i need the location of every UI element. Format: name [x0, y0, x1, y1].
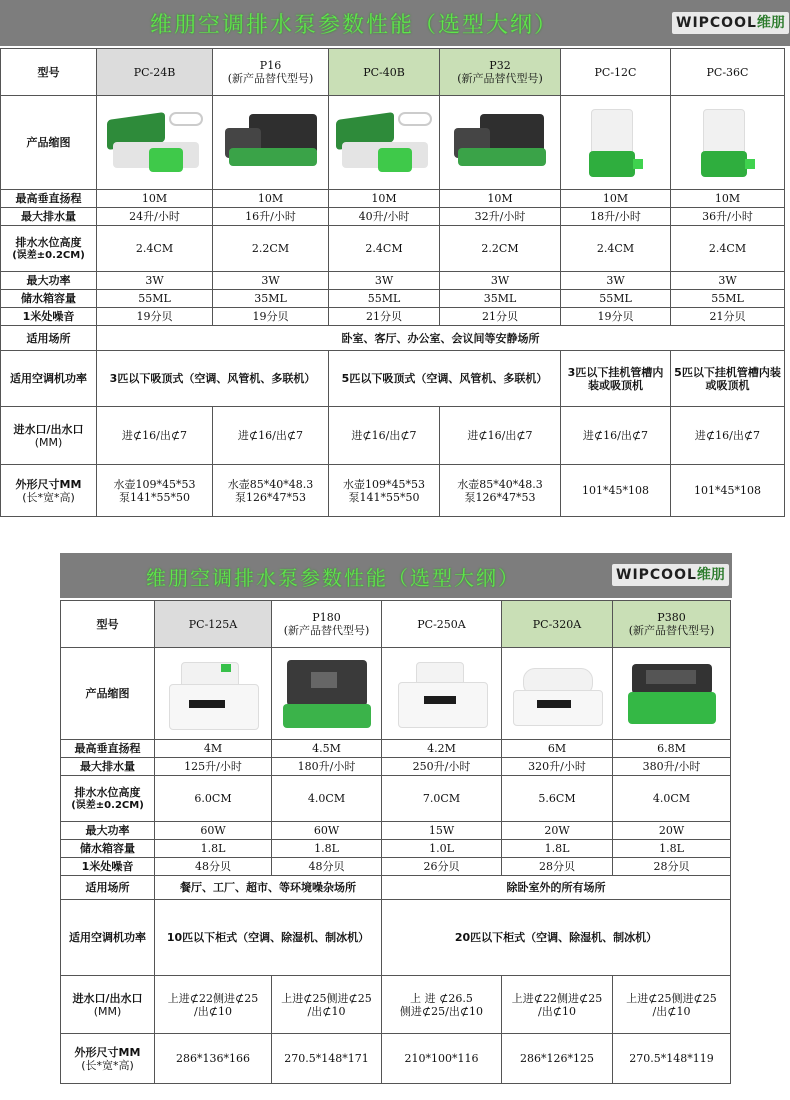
value-power: 20W	[502, 822, 613, 840]
value-power: 60W	[155, 822, 272, 840]
label-thumb: 产品缩图	[1, 96, 97, 190]
value-io: 进⊄16/出⊄7	[671, 407, 785, 465]
value-tank: 1.8L	[155, 840, 272, 858]
pump-mini-icon	[221, 110, 321, 176]
value-noise: 19分贝	[97, 308, 213, 326]
title-banner	[60, 553, 732, 598]
value-io: 进⊄16/出⊄7	[213, 407, 329, 465]
spec-sheet-2	[60, 553, 732, 1100]
value-level: 2.4CM	[671, 226, 785, 272]
value-noise: 28分贝	[502, 858, 613, 876]
value-lift: 4.2M	[382, 740, 502, 758]
value-tank: 1.0L	[382, 840, 502, 858]
value-io: 进⊄16/出⊄7	[97, 407, 213, 465]
title-banner	[0, 0, 790, 46]
value-tank: 35ML	[440, 290, 561, 308]
model-header: PC-40B	[329, 49, 440, 96]
value-level: 2.4CM	[561, 226, 671, 272]
label-lift: 最高垂直扬程	[61, 740, 155, 758]
label-place: 适用场所	[1, 326, 97, 351]
model-header: PC-250A	[382, 601, 502, 648]
value-level: 7.0CM	[382, 776, 502, 822]
label-model: 型号	[1, 49, 97, 96]
value-io: 上 进 ⊄26.5 侧进⊄25/出⊄10	[382, 976, 502, 1034]
label-io: 进水口/出水口 (MM)	[1, 407, 97, 465]
pump-mini-icon	[105, 110, 205, 176]
model-header: PC-320A	[502, 601, 613, 648]
label-noise: 1米处噪音	[1, 308, 97, 326]
model-header: PC-36C	[671, 49, 785, 96]
value-noise: 21分贝	[329, 308, 440, 326]
label-flow: 最大排水量	[61, 758, 155, 776]
brand-logo: WIPCOOL维朋	[612, 564, 729, 586]
label-flow: 最大排水量	[1, 208, 97, 226]
value-power: 3W	[671, 272, 785, 290]
value-lift: 4M	[155, 740, 272, 758]
value-level: 2.4CM	[329, 226, 440, 272]
value-power: 15W	[382, 822, 502, 840]
value-io: 上进⊄22侧进⊄25 /出⊄10	[502, 976, 613, 1034]
value-flow: 250升/小时	[382, 758, 502, 776]
value-noise: 48分贝	[272, 858, 382, 876]
value-power: 20W	[613, 822, 731, 840]
label-level: 排水水位高度 (误差±0.2CM)	[1, 226, 97, 272]
product-thumb	[613, 648, 731, 740]
product-thumb	[272, 648, 382, 740]
label-ac: 适用空调机功率	[1, 351, 97, 407]
value-tank: 55ML	[97, 290, 213, 308]
value-noise: 26分贝	[382, 858, 502, 876]
label-tank: 储水箱容量	[61, 840, 155, 858]
sheet-title: 维朋空调排水泵参数性能（选型大纲）	[146, 566, 520, 590]
label-power: 最大功率	[61, 822, 155, 840]
value-lift: 10M	[329, 190, 440, 208]
product-thumb	[213, 96, 329, 190]
pump-tower-icon	[581, 103, 651, 183]
label-ac: 适用空调机功率	[61, 900, 155, 976]
model-header: P180 (新产品替代型号)	[272, 601, 382, 648]
value-flow: 180升/小时	[272, 758, 382, 776]
model-header: P380 (新产品替代型号)	[613, 601, 731, 648]
value-size: 水壶85*40*48.3 泵126*47*53	[213, 465, 329, 517]
value-io: 进⊄16/出⊄7	[329, 407, 440, 465]
value-ac: 3匹以下吸顶式（空调、风管机、多联机）	[97, 351, 329, 407]
label-place: 适用场所	[61, 876, 155, 900]
product-thumb	[440, 96, 561, 190]
value-power: 3W	[213, 272, 329, 290]
value-place: 餐厅、工厂、超市、等环境噪杂场所	[155, 876, 382, 900]
value-place: 卧室、客厅、办公室、会议间等安静场所	[97, 326, 785, 351]
label-tank: 储水箱容量	[1, 290, 97, 308]
product-thumb	[561, 96, 671, 190]
value-place: 除卧室外的所有场所	[382, 876, 731, 900]
value-ac: 20匹以下柜式（空调、除湿机、制冰机）	[382, 900, 731, 976]
value-level: 2.2CM	[213, 226, 329, 272]
pump-box-icon	[279, 656, 375, 732]
label-thumb: 产品缩图	[61, 648, 155, 740]
value-io: 进⊄16/出⊄7	[561, 407, 671, 465]
value-size: 286*136*166	[155, 1034, 272, 1084]
value-power: 3W	[561, 272, 671, 290]
value-tank: 1.8L	[272, 840, 382, 858]
value-ac: 3匹以下挂机管槽内装或吸顶机	[561, 351, 671, 407]
value-flow: 32升/小时	[440, 208, 561, 226]
spec-table-1	[0, 48, 785, 517]
value-ac: 5匹以下挂机管槽内装或吸顶机	[671, 351, 785, 407]
value-level: 2.4CM	[97, 226, 213, 272]
label-io: 进水口/出水口 (MM)	[61, 976, 155, 1034]
value-lift: 6.8M	[613, 740, 731, 758]
value-noise: 48分贝	[155, 858, 272, 876]
label-lift: 最高垂直扬程	[1, 190, 97, 208]
value-power: 3W	[329, 272, 440, 290]
value-lift: 6M	[502, 740, 613, 758]
value-level: 5.6CM	[502, 776, 613, 822]
product-thumb	[502, 648, 613, 740]
value-noise: 28分贝	[613, 858, 731, 876]
value-flow: 320升/小时	[502, 758, 613, 776]
value-tank: 55ML	[671, 290, 785, 308]
value-size: 水壶109*45*53 泵141*55*50	[329, 465, 440, 517]
label-size: 外形尺寸MM (长*宽*高)	[1, 465, 97, 517]
value-level: 4.0CM	[272, 776, 382, 822]
value-level: 2.2CM	[440, 226, 561, 272]
value-size: 101*45*108	[671, 465, 785, 517]
value-noise: 21分贝	[671, 308, 785, 326]
pump-tower-icon	[693, 103, 763, 183]
value-lift: 10M	[671, 190, 785, 208]
value-flow: 16升/小时	[213, 208, 329, 226]
model-header: PC-12C	[561, 49, 671, 96]
value-size: 286*126*125	[502, 1034, 613, 1084]
spec-table-2	[60, 600, 731, 1084]
value-level: 4.0CM	[613, 776, 731, 822]
product-thumb	[97, 96, 213, 190]
model-header: P16 (新产品替代型号)	[213, 49, 329, 96]
value-noise: 19分贝	[561, 308, 671, 326]
label-model: 型号	[61, 601, 155, 648]
value-tank: 55ML	[329, 290, 440, 308]
value-level: 6.0CM	[155, 776, 272, 822]
value-lift: 10M	[561, 190, 671, 208]
value-ac: 10匹以下柜式（空调、除湿机、制冰机）	[155, 900, 382, 976]
pump-mini-icon	[334, 110, 434, 176]
value-flow: 18升/小时	[561, 208, 671, 226]
model-header: PC-24B	[97, 49, 213, 96]
value-io: 上进⊄22侧进⊄25 /出⊄10	[155, 976, 272, 1034]
model-header: P32 (新产品替代型号)	[440, 49, 561, 96]
value-lift: 10M	[213, 190, 329, 208]
product-thumb	[382, 648, 502, 740]
value-flow: 380升/小时	[613, 758, 731, 776]
product-thumb	[329, 96, 440, 190]
value-size: 210*100*116	[382, 1034, 502, 1084]
value-io: 上进⊄25侧进⊄25 /出⊄10	[272, 976, 382, 1034]
brand-logo: WIPCOOL维朋	[672, 12, 789, 34]
value-noise: 19分贝	[213, 308, 329, 326]
value-tank: 1.8L	[613, 840, 731, 858]
value-ac: 5匹以下吸顶式（空调、风管机、多联机）	[329, 351, 561, 407]
pump-box-icon	[509, 656, 605, 732]
product-thumb	[155, 648, 272, 740]
value-flow: 40升/小时	[329, 208, 440, 226]
value-power: 3W	[440, 272, 561, 290]
value-io: 上进⊄25侧进⊄25 /出⊄10	[613, 976, 731, 1034]
value-noise: 21分贝	[440, 308, 561, 326]
pump-box-icon	[165, 656, 261, 732]
value-power: 60W	[272, 822, 382, 840]
value-size: 270.5*148*119	[613, 1034, 731, 1084]
sheet-title: 维朋空调排水泵参数性能（选型大纲）	[150, 13, 559, 38]
value-flow: 125升/小时	[155, 758, 272, 776]
pump-mini-icon	[450, 110, 550, 176]
label-level: 排水水位高度 (误差±0.2CM)	[61, 776, 155, 822]
pump-box-icon	[624, 656, 720, 732]
value-tank: 1.8L	[502, 840, 613, 858]
model-header: PC-125A	[155, 601, 272, 648]
label-power: 最大功率	[1, 272, 97, 290]
value-tank: 55ML	[561, 290, 671, 308]
value-size: 101*45*108	[561, 465, 671, 517]
label-size: 外形尺寸MM (长*宽*高)	[61, 1034, 155, 1084]
value-power: 3W	[97, 272, 213, 290]
value-lift: 4.5M	[272, 740, 382, 758]
label-noise: 1米处噪音	[61, 858, 155, 876]
product-thumb	[671, 96, 785, 190]
value-lift: 10M	[440, 190, 561, 208]
value-tank: 35ML	[213, 290, 329, 308]
value-io: 进⊄16/出⊄7	[440, 407, 561, 465]
value-flow: 24升/小时	[97, 208, 213, 226]
pump-box-icon	[394, 656, 490, 732]
value-size: 270.5*148*171	[272, 1034, 382, 1084]
value-lift: 10M	[97, 190, 213, 208]
value-size: 水壶85*40*48.3 泵126*47*53	[440, 465, 561, 517]
value-flow: 36升/小时	[671, 208, 785, 226]
value-size: 水壶109*45*53 泵141*55*50	[97, 465, 213, 517]
